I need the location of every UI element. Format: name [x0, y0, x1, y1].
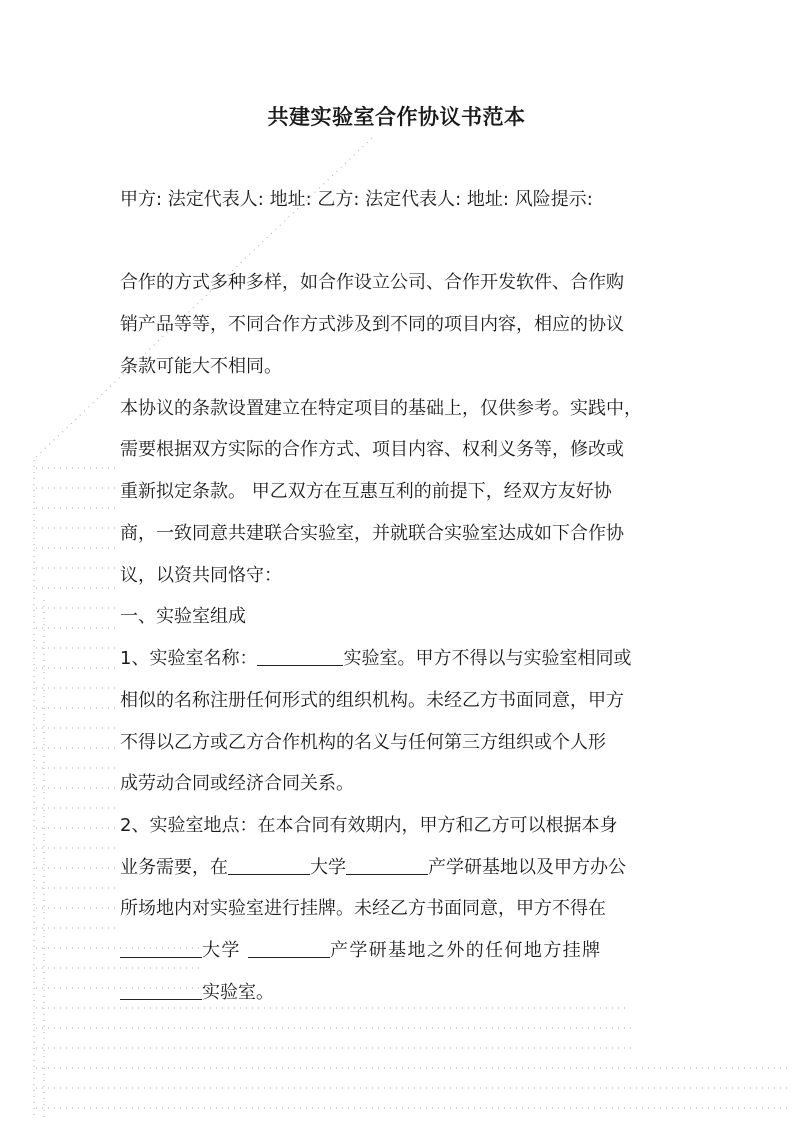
text-segment: 产学研基地以及甲方办公 [428, 857, 626, 878]
blank-field [228, 852, 310, 875]
blank-field [248, 935, 330, 958]
clause-2-line [120, 932, 675, 970]
document-title: 共建实验室合作协议书范本 [267, 105, 526, 129]
clause-1-suffix: 实验室。甲方不得以与实验室相同或 [343, 648, 632, 669]
paragraph-line: 合作的方式多种多样，如合作设立公司、合作开发软件、合作购 [120, 272, 624, 293]
paragraph-line: 商，一致同意共建联合实验室，并就联合实验室达成如下合作协 [120, 523, 624, 544]
clause-2-line [120, 974, 675, 1012]
paragraph-line: 销产品等等，不同合作方式涉及到不同的项目内容，相应的协议 [120, 314, 624, 335]
blank-field [120, 977, 202, 1000]
paragraph-line: 不得以乙方或乙方合作机构的名义与任何第三方组织或个人形 [120, 732, 606, 753]
text-segment: 大学 [310, 857, 346, 878]
clause-2-line: 2、实验室地点：在本合同有效期内，甲方和乙方可以根据本身 [120, 815, 618, 836]
text-segment: 产学研基地之外的任何地方挂牌 [329, 940, 602, 961]
clause-2-line: 所场地内对实验室进行挂牌。未经乙方书面同意，甲方不得在 [120, 898, 606, 919]
paragraph-line: 本协议的条款设置建立在特定项目的基础上，仅供参考。实践中， [120, 398, 642, 419]
text-segment: 大学 [202, 940, 241, 961]
paragraph-line: 重新拟定条款。 甲乙双方在互惠互利的前提下，经双方友好协 [120, 481, 612, 502]
paragraph-line: 议，以资共同恪守： [120, 565, 282, 586]
clause-2-line [120, 849, 675, 887]
section-heading: 一、实验室组成 [120, 606, 246, 627]
blank-field [120, 935, 202, 958]
blank-field [346, 852, 428, 875]
blank-field [257, 643, 343, 666]
paragraph-line: 条款可能大不相同。 [120, 356, 282, 377]
clause-1-line [120, 640, 675, 678]
parties-line: 甲方: 法定代表人: 地址: 乙方: 法定代表人: 地址: 风险提示: [120, 189, 593, 210]
paragraph-line: 相似的名称注册任何形式的组织机构。未经乙方书面同意，甲方 [120, 690, 624, 711]
text-segment: 实验室。 [202, 982, 274, 1003]
paragraph-line: 需要根据双方实际的合作方式、项目内容、权利义务等，修改或 [120, 439, 624, 460]
text-segment: 业务需要，在 [120, 857, 228, 878]
clause-1-prefix: 1、实验室名称： [120, 648, 258, 669]
paragraph-line: 成劳动合同或经济合同关系。 [120, 773, 354, 794]
